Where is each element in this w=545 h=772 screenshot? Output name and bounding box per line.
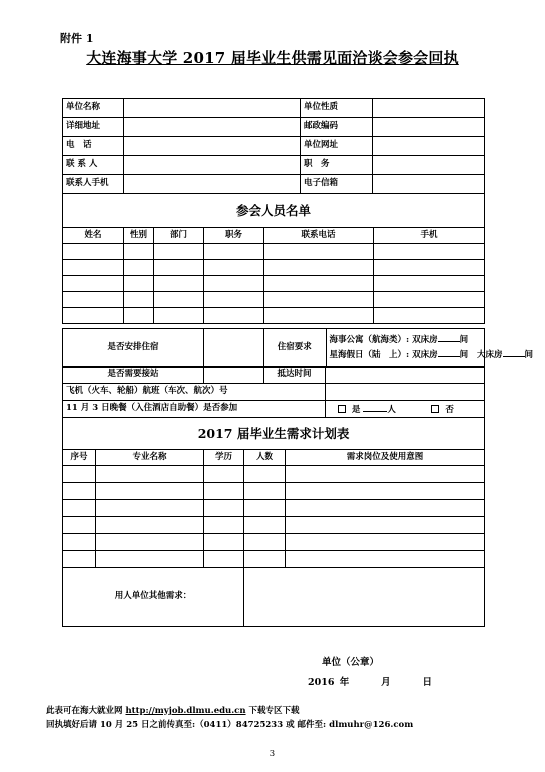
unit-nature-label: 单位性质 xyxy=(301,99,373,118)
cell[interactable] xyxy=(96,500,204,517)
cell[interactable] xyxy=(264,308,374,324)
lodging-arrange-label: 是否安排住宿 xyxy=(63,329,204,368)
flight-field[interactable] xyxy=(326,384,485,401)
cell[interactable] xyxy=(63,517,96,534)
cell[interactable] xyxy=(63,483,96,500)
table-row xyxy=(63,260,485,276)
footer-line2-prefix: 回执填好后请 10 月 25 日之前传真至:（0411）84725233 或 邮件至: xyxy=(46,720,327,730)
footer-line1-suffix: 下载专区下载 xyxy=(248,706,300,716)
cell[interactable] xyxy=(204,260,264,276)
seal-label: 单位（公章） xyxy=(322,657,380,668)
arrival-label: 抵达时间 xyxy=(264,367,326,384)
cell[interactable] xyxy=(204,517,244,534)
cell[interactable] xyxy=(96,483,204,500)
cell[interactable] xyxy=(204,483,244,500)
email-label: 电子信箱 xyxy=(301,175,373,194)
option1-unit: 间 xyxy=(459,335,469,346)
cell[interactable] xyxy=(286,534,485,551)
lodging-requirements xyxy=(264,329,534,368)
cell[interactable] xyxy=(204,244,264,260)
position-field[interactable] xyxy=(373,156,485,175)
table-row xyxy=(63,517,485,534)
cell[interactable] xyxy=(286,551,485,568)
lodging-options xyxy=(326,329,534,367)
contact-email-link[interactable]: dlmuhr@126.com xyxy=(329,720,414,730)
cell[interactable] xyxy=(204,500,244,517)
header-phone: 联系电话 xyxy=(264,228,374,244)
cell[interactable] xyxy=(63,244,124,260)
unit-info-table xyxy=(62,98,485,194)
cell[interactable] xyxy=(204,534,244,551)
email-field[interactable] xyxy=(373,175,485,194)
cell[interactable] xyxy=(154,292,204,308)
table-row xyxy=(63,292,485,308)
website-field[interactable] xyxy=(373,137,485,156)
address-field[interactable] xyxy=(124,118,301,137)
cell[interactable] xyxy=(286,483,485,500)
cell[interactable] xyxy=(63,551,96,568)
table-row xyxy=(63,466,485,483)
download-link[interactable]: http://myjob.dlmu.edu.cn xyxy=(125,706,246,716)
cell[interactable] xyxy=(154,260,204,276)
dinner-count-blank[interactable] xyxy=(363,403,387,412)
header-seq: 序号 xyxy=(63,450,96,466)
table-row xyxy=(63,551,485,568)
cell[interactable] xyxy=(124,276,154,292)
option2-unit: 间 xyxy=(459,350,469,360)
cell[interactable] xyxy=(124,292,154,308)
header-degree: 学历 xyxy=(204,450,244,466)
position-label: 职 务 xyxy=(301,156,373,175)
contact-mobile-field[interactable] xyxy=(124,175,301,194)
cell[interactable] xyxy=(96,551,204,568)
dinner-no-checkbox[interactable] xyxy=(431,405,439,413)
cell[interactable] xyxy=(124,260,154,276)
header-major: 专业名称 xyxy=(96,450,204,466)
unit-name-field[interactable] xyxy=(124,99,301,118)
option2-big-blank[interactable] xyxy=(503,348,525,357)
date-day: 日 xyxy=(422,677,432,688)
cell[interactable] xyxy=(374,276,485,292)
cell[interactable] xyxy=(204,292,264,308)
cell[interactable] xyxy=(96,466,204,483)
cell[interactable] xyxy=(264,260,374,276)
cell[interactable] xyxy=(286,500,485,517)
dinner-yes-unit: 人 xyxy=(387,404,396,415)
website-label: 单位网址 xyxy=(301,137,373,156)
option2-blank[interactable] xyxy=(438,348,460,357)
pickup-label: 是否需要接站 xyxy=(63,367,204,384)
cell[interactable] xyxy=(63,276,124,292)
cell[interactable] xyxy=(124,308,154,324)
lodging-table xyxy=(62,328,534,368)
postal-code-field[interactable] xyxy=(373,118,485,137)
cell[interactable] xyxy=(204,466,244,483)
header-name: 姓名 xyxy=(63,228,124,244)
cell[interactable] xyxy=(63,534,96,551)
cell[interactable] xyxy=(286,466,485,483)
pickup-field[interactable] xyxy=(204,367,264,384)
cell[interactable] xyxy=(264,244,374,260)
footer-line-2 xyxy=(46,718,413,730)
dinner-options xyxy=(326,401,485,418)
contact-mobile-label: 联系人手机 xyxy=(63,175,124,194)
cell[interactable] xyxy=(374,260,485,276)
address-label: 详细地址 xyxy=(63,118,124,137)
flight-label: 飞机（火车、轮船）航班（车次、航次）号 xyxy=(63,384,326,401)
cell[interactable] xyxy=(264,292,374,308)
cell[interactable] xyxy=(264,276,374,292)
option2-big-text: 大床房 xyxy=(477,350,503,360)
demand-table xyxy=(62,417,485,627)
table-row xyxy=(63,244,485,260)
attendees-table xyxy=(62,193,485,324)
pickup-table xyxy=(62,366,485,418)
header-department: 部门 xyxy=(154,228,204,244)
page-title: 大连海事大学 2017 届毕业生供需见面洽谈会参会回执 xyxy=(86,49,459,67)
cell[interactable] xyxy=(204,308,264,324)
cell[interactable] xyxy=(374,308,485,324)
other-needs-field[interactable] xyxy=(244,568,485,627)
cell[interactable] xyxy=(154,276,204,292)
postal-code-label: 邮政编码 xyxy=(301,118,373,137)
table-row xyxy=(63,308,485,324)
cell[interactable] xyxy=(244,483,286,500)
date-month: 月 xyxy=(381,677,391,688)
header-position: 职务 xyxy=(204,228,264,244)
lodging-req-label: 住宿要求 xyxy=(264,329,326,367)
header-gender: 性别 xyxy=(124,228,154,244)
table-row xyxy=(63,276,485,292)
dinner-label: 11 月 3 日晚餐（入住酒店自助餐）是否参加 xyxy=(63,401,326,418)
demand-section-title: 2017 届毕业生需求计划表 xyxy=(63,418,485,450)
lodging-arrange-field[interactable] xyxy=(204,329,264,368)
cell[interactable] xyxy=(96,517,204,534)
contact-field[interactable] xyxy=(124,156,301,175)
lodging-option-1 xyxy=(330,333,482,348)
option2-text: 星海假日（陆 上）: 双床房 xyxy=(329,350,438,360)
table-row xyxy=(63,534,485,551)
cell[interactable] xyxy=(244,466,286,483)
lodging-option-2 xyxy=(329,348,534,363)
page-number: 3 xyxy=(269,749,276,759)
table-row xyxy=(63,500,485,517)
cell[interactable] xyxy=(244,517,286,534)
unit-name-label: 单位名称 xyxy=(63,99,124,118)
phone-label: 电 话 xyxy=(63,137,124,156)
contact-label: 联 系 人 xyxy=(63,156,124,175)
table-row xyxy=(63,483,485,500)
attendees-section-title: 参会人员名单 xyxy=(63,194,485,228)
cell[interactable] xyxy=(374,292,485,308)
cell[interactable] xyxy=(244,551,286,568)
phone-field[interactable] xyxy=(124,137,301,156)
cell[interactable] xyxy=(124,244,154,260)
cell[interactable] xyxy=(63,260,124,276)
footer-line-1 xyxy=(46,704,300,716)
cell[interactable] xyxy=(204,276,264,292)
dinner-no-text: 否 xyxy=(445,404,454,415)
cell[interactable] xyxy=(63,308,124,324)
date-year: 2016 年 xyxy=(308,677,350,688)
option1-text: 海事公寓（航海类）: 双床房 xyxy=(329,335,438,346)
option1-blank[interactable] xyxy=(438,333,460,342)
header-mobile: 手机 xyxy=(374,228,485,244)
cell[interactable] xyxy=(154,244,204,260)
cell[interactable] xyxy=(286,517,485,534)
dinner-yes-checkbox[interactable] xyxy=(338,405,346,413)
other-needs-label: 用人单位其他需求： xyxy=(63,568,244,627)
cell[interactable] xyxy=(154,308,204,324)
cell[interactable] xyxy=(204,551,244,568)
dinner-yes-text: 是 xyxy=(351,404,361,415)
unit-nature-field[interactable] xyxy=(373,99,485,118)
signature-date xyxy=(308,674,432,688)
attachment-label: 附件 1 xyxy=(60,32,94,45)
cell[interactable] xyxy=(244,534,286,551)
header-count: 人数 xyxy=(244,450,286,466)
cell[interactable] xyxy=(63,500,96,517)
option2-big-unit: 间 xyxy=(524,350,534,360)
header-job: 需求岗位及使用意图 xyxy=(286,450,485,466)
cell[interactable] xyxy=(96,534,204,551)
arrival-field[interactable] xyxy=(326,367,485,384)
cell[interactable] xyxy=(63,466,96,483)
cell[interactable] xyxy=(374,244,485,260)
cell[interactable] xyxy=(244,500,286,517)
footer-line1-prefix: 此表可在海大就业网 xyxy=(46,706,123,716)
cell[interactable] xyxy=(63,292,124,308)
